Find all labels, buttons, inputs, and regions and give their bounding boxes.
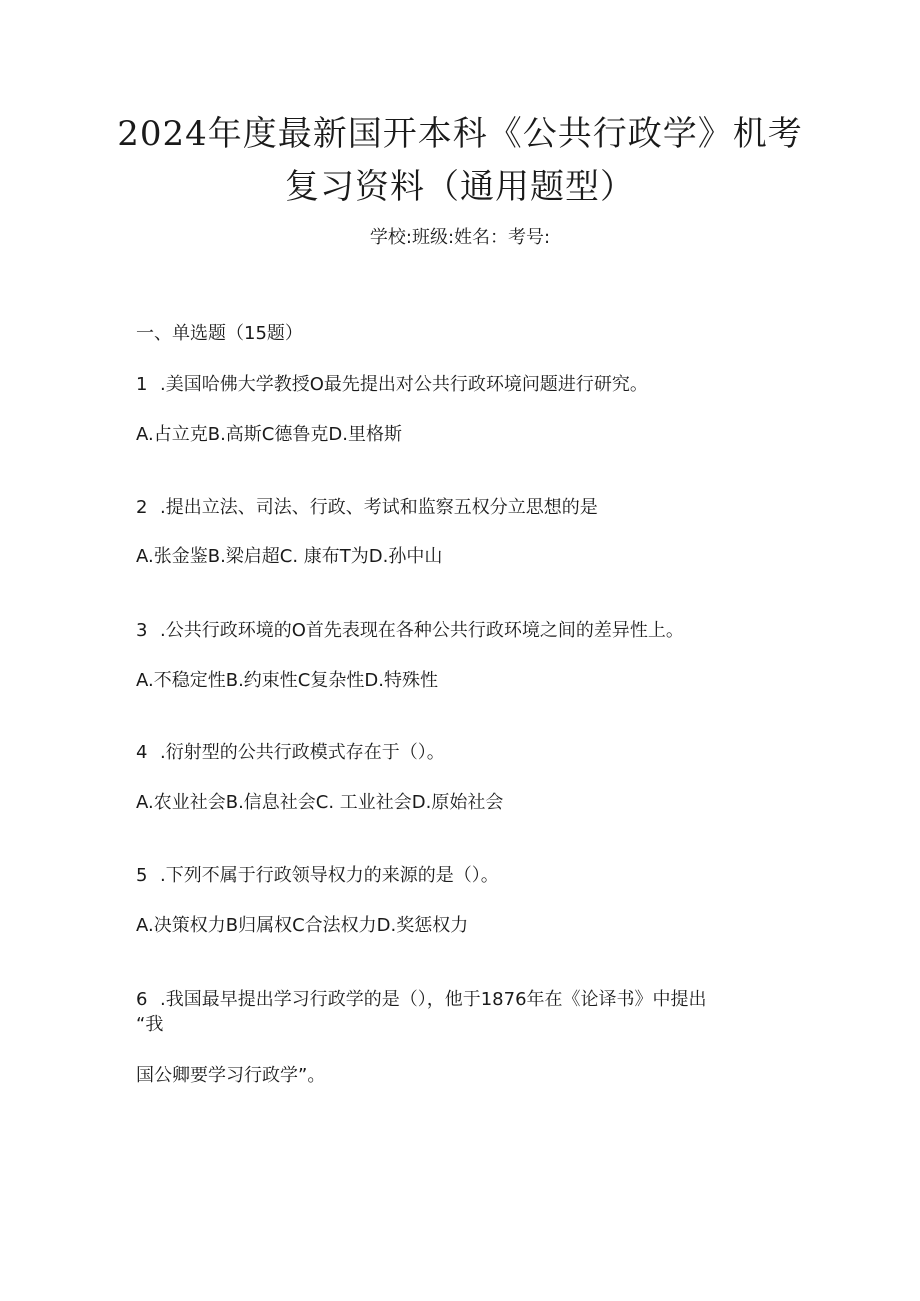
question-number: 1 — [136, 374, 148, 395]
question-number: 4 — [136, 742, 148, 763]
question-4-options: A.农业社会B.信息社会C. 工业社会D.原始社会 — [136, 792, 504, 813]
question-3-options: A.不稳定性B.约束性C复杂性D.特殊性 — [136, 670, 438, 691]
question-4 — [136, 741, 796, 765]
question-number: 3 — [136, 620, 148, 641]
document-title-line-1: 2024年度最新国开本科《公共行政学》机考 — [117, 114, 803, 154]
question-5-options: A.决策权力B归属权C合法权力D.奖惩权力 — [136, 915, 469, 936]
question-number: 2 — [136, 497, 148, 518]
question-text: .提出立法、司法、行政、考试和监察五权分立思想的是 — [160, 497, 598, 518]
question-6-continuation: “我 — [136, 1014, 164, 1035]
student-info-line: 学校:班级:姓名：考号: — [369, 227, 551, 248]
question-text: .公共行政环境的O首先表现在各种公共行政环境之间的差异性上。 — [160, 620, 684, 641]
question-text: .下列不属于行政领导权力的来源的是（）。 — [160, 865, 499, 886]
question-text: .衍射型的公共行政模式存在于（）。 — [160, 742, 445, 763]
question-3 — [136, 619, 796, 643]
question-2 — [136, 496, 796, 520]
question-number: 6 — [136, 989, 148, 1010]
question-5 — [136, 864, 796, 888]
question-6-line-3: 国公卿要学习行政学”。 — [136, 1065, 326, 1086]
question-number: 5 — [136, 865, 148, 886]
question-text: .美国哈佛大学教授O最先提出对公共行政环境问题进行研究。 — [160, 374, 648, 395]
document-title-line-2: 复习资料（通用题型） — [285, 167, 635, 207]
question-text: .我国最早提出学习行政学的是（），他于1876年在《论译书》中提出 — [160, 989, 707, 1010]
question-6 — [136, 988, 796, 1012]
question-1-options: A.占立克B.高斯C德鲁克D.里格斯 — [136, 424, 402, 445]
question-2-options: A.张金鉴B.梁启超C. 康布T为D.孙中山 — [136, 546, 443, 567]
question-1 — [136, 373, 796, 397]
section-heading: 一、单选题（15题） — [136, 323, 303, 344]
